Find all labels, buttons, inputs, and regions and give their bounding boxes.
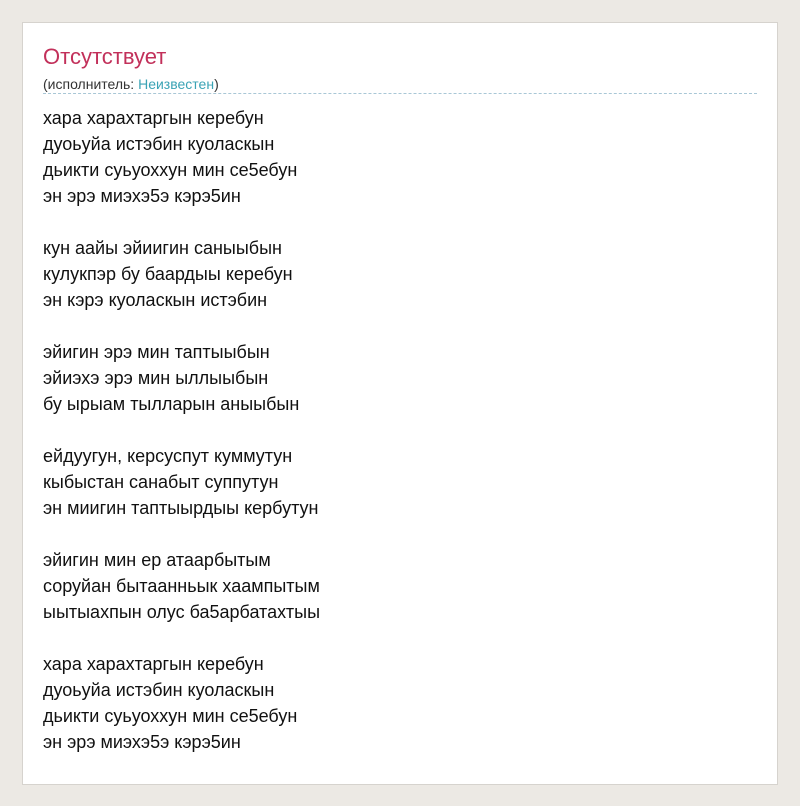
lyrics-line: эн эрэ миэхэ5э кэрэ5ин bbox=[43, 732, 241, 752]
artist-prefix: (исполнитель: bbox=[43, 76, 139, 92]
lyrics-line: дуоьуйа истэбин куоласкын bbox=[43, 680, 275, 700]
lyrics-body bbox=[43, 105, 757, 781]
lyrics-stanza bbox=[43, 651, 757, 755]
artist-line bbox=[43, 75, 219, 93]
lyrics-line: дьикти суьуоххун мин се5ебун bbox=[43, 706, 298, 726]
lyrics-line: хара харахтаргын керебун bbox=[43, 108, 264, 128]
lyrics-line: кыбыстан санабыт суппутун bbox=[43, 472, 279, 492]
lyrics-line: эйиэхэ эрэ мин ыллыыбын bbox=[43, 368, 269, 388]
lyrics-line: эйигин мин ер атаарбытым bbox=[43, 550, 271, 570]
artist-link[interactable]: Неизвестен bbox=[138, 76, 215, 92]
lyrics-card bbox=[22, 22, 778, 785]
lyrics-line: кулукпэр бу баардыы керебун bbox=[43, 264, 293, 284]
lyrics-line: дьикти суьуоххун мин се5ебун bbox=[43, 160, 298, 180]
lyrics-stanza bbox=[43, 235, 757, 313]
lyrics-stanza bbox=[43, 443, 757, 521]
lyrics-line: хара харахтаргын керебун bbox=[43, 654, 264, 674]
lyrics-line: эн эрэ миэхэ5э кэрэ5ин bbox=[43, 186, 241, 206]
lyrics-line: эн миигин таптыырдыы кербутун bbox=[43, 498, 319, 518]
lyrics-stanza bbox=[43, 339, 757, 417]
lyrics-line: эн кэрэ куоласкын истэбин bbox=[43, 290, 268, 310]
lyrics-line: ейдуугун, керсуспут куммутун bbox=[43, 446, 293, 466]
lyrics-line: дуоьуйа истэбин куоласкын bbox=[43, 134, 275, 154]
lyrics-stanza bbox=[43, 547, 757, 625]
divider bbox=[43, 93, 757, 94]
lyrics-line: ыытыахпын олус ба5арбатахтыы bbox=[43, 602, 321, 622]
lyrics-line: кун аайы эйиигин саныыбын bbox=[43, 238, 282, 258]
lyrics-line: бу ырыам тылларын аныыбын bbox=[43, 394, 300, 414]
lyrics-line: эйигин эрэ мин таптыыбын bbox=[43, 342, 270, 362]
song-title: Отсутствует bbox=[43, 44, 167, 69]
artist-suffix: ) bbox=[214, 76, 219, 92]
lyrics-line: соруйан бытаанньык хаампытым bbox=[43, 576, 320, 596]
lyrics-stanza bbox=[43, 105, 757, 209]
